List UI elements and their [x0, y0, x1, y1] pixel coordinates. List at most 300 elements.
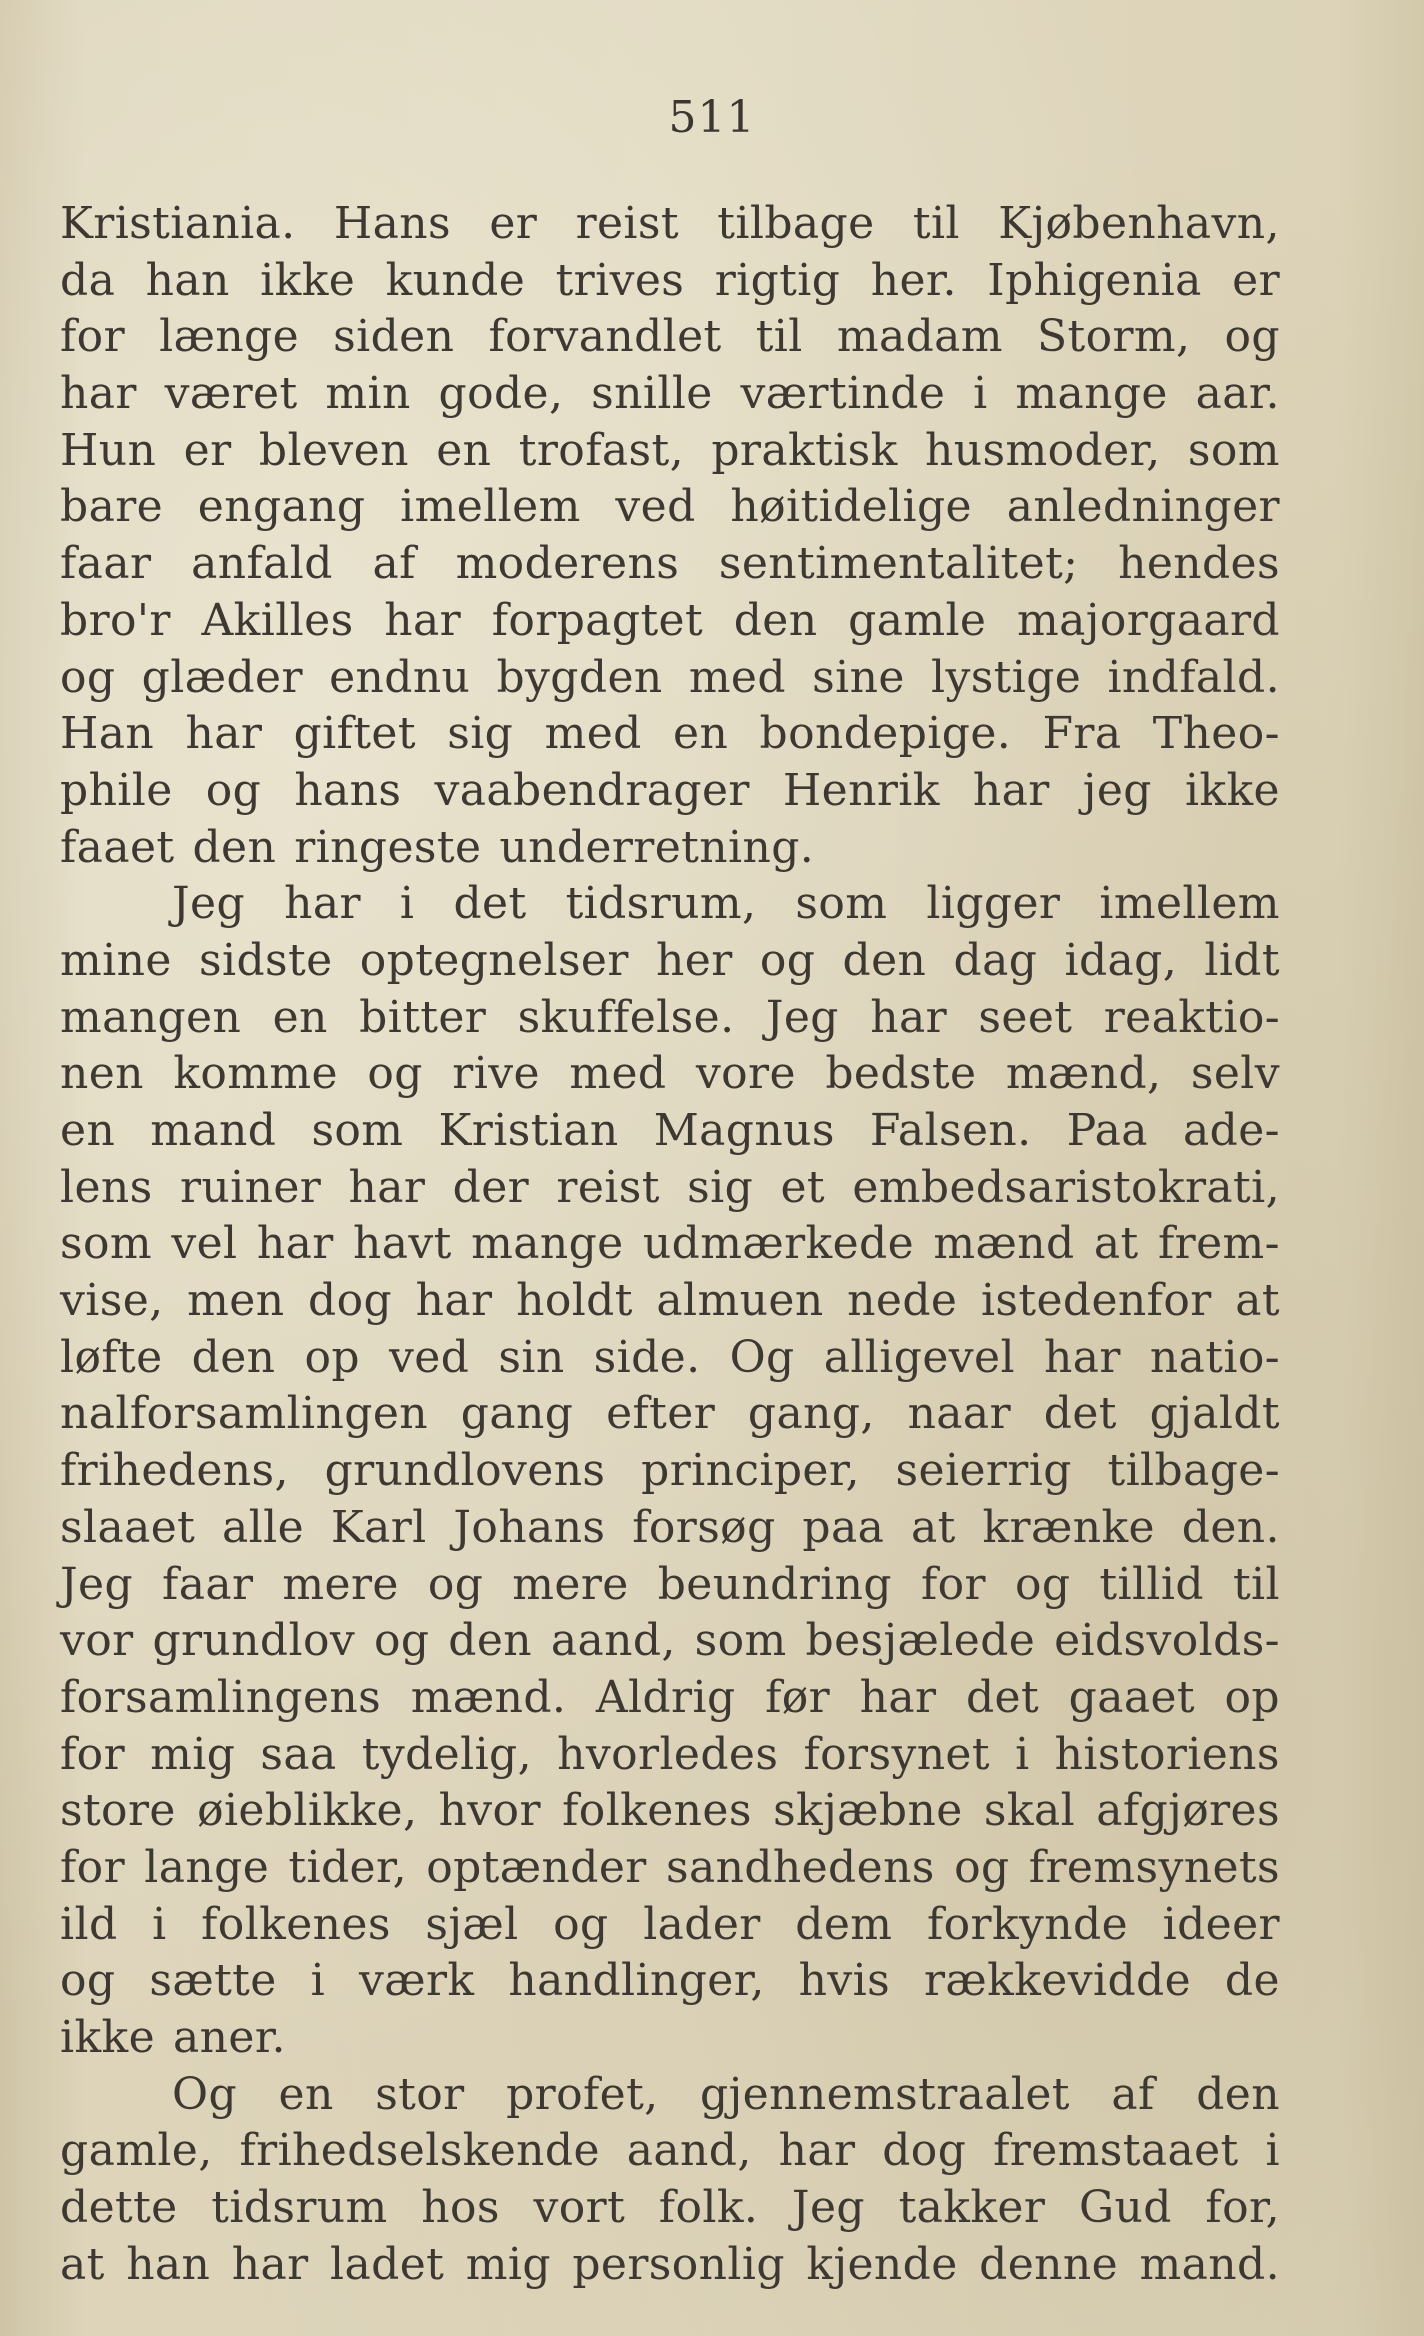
word: reist	[556, 1161, 660, 1213]
word: at	[911, 1501, 956, 1553]
text-line	[60, 876, 1280, 933]
word: skal	[983, 1785, 1076, 1837]
text-line	[60, 820, 1280, 877]
word: min	[325, 368, 411, 420]
word: øieblikke,	[197, 1785, 418, 1837]
word: den.	[1181, 1501, 1280, 1553]
word: har	[231, 2238, 309, 2290]
word: og	[60, 1955, 116, 2007]
word: i	[973, 368, 988, 420]
text-line	[60, 1386, 1280, 1443]
word: komme	[173, 1048, 338, 1100]
word: ild	[60, 1898, 118, 1950]
word: og	[1014, 1558, 1071, 1610]
word: sin	[498, 1331, 565, 1383]
text-line	[60, 1216, 1280, 1273]
word: krænke	[982, 1501, 1155, 1553]
word: frihedselskende	[239, 2125, 600, 2177]
word: denne	[979, 2238, 1119, 2290]
word: det	[453, 878, 527, 930]
word: profet,	[506, 2068, 659, 2120]
word: høitidelige	[730, 481, 972, 533]
word: skjæbne	[773, 1785, 963, 1837]
word: kjende	[806, 2238, 958, 2290]
word: bitter	[359, 991, 487, 1043]
word: nalforsamlingen	[60, 1388, 429, 1440]
word: hans	[294, 764, 402, 816]
word: Akilles	[201, 594, 354, 646]
word: Iphigenia	[987, 254, 1202, 306]
word: Magnus	[653, 1105, 835, 1156]
word: imellem	[400, 481, 581, 533]
word: for	[60, 1728, 126, 1780]
word: rive	[452, 1048, 540, 1100]
word: mænd,	[1005, 1048, 1162, 1100]
word: bro'r	[60, 594, 171, 646]
word: optegnelser	[359, 934, 629, 986]
word: sine	[812, 651, 905, 703]
word: har	[60, 368, 137, 420]
word: lange	[144, 1841, 270, 1893]
word: her.	[870, 254, 957, 306]
word: dog	[308, 1275, 393, 1327]
word: ved	[389, 1331, 470, 1383]
word: moderens	[455, 538, 680, 590]
page-number: 511	[668, 92, 756, 143]
word: forsamlingens	[60, 1671, 382, 1723]
word: ikke	[1184, 764, 1280, 816]
word: alle	[222, 1501, 305, 1553]
word: fremstaaet	[993, 2125, 1239, 2177]
body-text	[60, 196, 1280, 2293]
word: idag,	[1064, 934, 1178, 986]
word: Johans	[453, 1501, 606, 1553]
word: naar	[907, 1388, 1011, 1440]
word: selv	[1190, 1048, 1280, 1100]
text-line	[60, 2010, 1280, 2067]
word: og	[759, 934, 816, 986]
word: mig	[150, 1728, 236, 1780]
word: har	[185, 708, 263, 760]
word: seierrig	[895, 1445, 1072, 1497]
word: gaaet	[1068, 1671, 1195, 1723]
word: kunde	[385, 254, 526, 306]
word: de	[1224, 1955, 1280, 2007]
word: jeg	[1082, 764, 1152, 816]
word: Jeg	[765, 991, 839, 1043]
word: mine	[60, 934, 172, 986]
word: tilbage	[717, 198, 875, 249]
word: nen	[60, 1048, 144, 1100]
word: det	[965, 1671, 1040, 1723]
word: og	[373, 1615, 430, 1667]
word: hos	[421, 2182, 500, 2234]
word: han	[126, 2238, 211, 2290]
word: sidste	[199, 934, 333, 986]
text-line	[60, 1103, 1280, 1160]
word: besjælede	[805, 1615, 1036, 1667]
text-line	[60, 2123, 1280, 2180]
word: den	[191, 1331, 276, 1383]
word: har	[384, 594, 462, 646]
word: ade-	[1183, 1105, 1280, 1156]
word: seet	[978, 991, 1073, 1043]
word: engang	[197, 481, 366, 533]
text-line	[60, 1330, 1280, 1387]
word: Storm,	[1036, 311, 1191, 363]
text-line	[60, 2237, 1280, 2294]
word: for,	[1205, 2182, 1280, 2234]
text-line	[60, 593, 1280, 650]
word: vort	[533, 2182, 626, 2234]
word: Kjøbenhavn,	[998, 198, 1280, 249]
word: Hans	[333, 198, 452, 249]
word: side.	[593, 1331, 701, 1383]
word: tider,	[288, 1841, 407, 1893]
word: har	[778, 2125, 856, 2177]
word: en	[272, 991, 328, 1043]
word: folkenes	[562, 1785, 752, 1837]
word: sandhedens	[665, 1841, 935, 1893]
word: hvis	[798, 1955, 891, 2007]
word: lidt	[1204, 934, 1280, 986]
word: det	[1043, 1388, 1117, 1440]
word: den	[842, 934, 927, 986]
word: forsøg	[632, 1501, 776, 1553]
word: dette	[60, 2182, 178, 2234]
word: mere	[512, 1558, 629, 1610]
text-line	[60, 933, 1280, 990]
text-line	[60, 479, 1280, 536]
word: lens	[60, 1161, 153, 1213]
word: mangen	[60, 991, 242, 1043]
word: indfald.	[1107, 651, 1280, 703]
word: op	[1224, 1671, 1280, 1723]
word: som	[1187, 424, 1280, 476]
word: før	[765, 1671, 831, 1723]
word: forvandlet	[488, 311, 722, 363]
word: skuffelse.	[517, 991, 735, 1043]
word: i	[399, 878, 415, 930]
word: Gud	[1078, 2182, 1172, 2234]
word: bygden	[496, 651, 663, 703]
text-line	[60, 1670, 1280, 1727]
word: folkenes	[201, 1898, 391, 1950]
word: frihedens,	[60, 1445, 289, 1497]
word: aar.	[1195, 368, 1280, 420]
word: for	[60, 1841, 126, 1893]
word: til	[755, 311, 803, 363]
word: giftet	[293, 708, 416, 760]
word: er	[1232, 254, 1280, 306]
word: afgjøres	[1096, 1785, 1280, 1837]
word: vor	[60, 1615, 134, 1667]
word: stor	[375, 2068, 465, 2120]
word: faar	[162, 1558, 254, 1610]
word: vaabendrager	[434, 764, 750, 816]
word: nede	[847, 1275, 958, 1327]
word: en	[60, 1105, 116, 1156]
word: paa	[802, 1501, 885, 1553]
word: fremsynets	[1028, 1841, 1280, 1893]
word: som	[795, 878, 888, 930]
word: eidsvolds-	[1054, 1615, 1280, 1667]
word: faaet	[60, 821, 175, 873]
word: der	[452, 1161, 530, 1213]
word: Henrik	[782, 764, 940, 816]
word: ringeste	[294, 821, 482, 873]
word: har	[348, 1161, 426, 1213]
word: for	[920, 1558, 986, 1610]
word: anledninger	[1006, 481, 1280, 533]
text-line	[60, 309, 1280, 366]
word: imellem	[1099, 878, 1280, 930]
word: store	[60, 1785, 176, 1837]
word: hvorledes	[557, 1728, 779, 1780]
word: at	[60, 2238, 105, 2290]
word: vise,	[60, 1275, 164, 1327]
text-line	[60, 253, 1280, 310]
word: gang,	[747, 1388, 875, 1440]
word: Jeg	[172, 878, 246, 930]
word: har	[415, 1275, 493, 1327]
word: tidsrum,	[565, 878, 757, 930]
word: Og	[729, 1331, 795, 1383]
word: dag	[953, 934, 1038, 986]
word: at	[1235, 1275, 1280, 1327]
word: Jeg	[791, 2182, 865, 2234]
word: personlig	[572, 2238, 785, 2290]
word: sjæl	[425, 1898, 519, 1950]
word: han	[145, 254, 230, 306]
word: bondepige.	[759, 708, 1012, 760]
text-line	[60, 1273, 1280, 1330]
word: ligger	[926, 878, 1061, 930]
word: som	[311, 1105, 404, 1156]
word: Fra	[1042, 708, 1122, 760]
text-line	[60, 706, 1280, 763]
word: praktisk	[711, 424, 898, 476]
text-line	[60, 1557, 1280, 1614]
word: Og	[172, 2068, 238, 2120]
text-line	[60, 1046, 1280, 1103]
text-line	[60, 2067, 1280, 2124]
word: faar	[60, 538, 152, 590]
word: almuen	[656, 1275, 824, 1327]
word: forpagtet	[491, 594, 704, 646]
text-line	[60, 1897, 1280, 1954]
word: mange	[1015, 368, 1168, 420]
text-line	[60, 1160, 1280, 1217]
word: har	[284, 878, 361, 930]
word: sentimentalitet;	[718, 538, 1079, 590]
word: ladet	[330, 2238, 445, 2290]
word: havt	[353, 1218, 452, 1270]
word: Hun	[60, 424, 157, 476]
word: en	[436, 424, 492, 476]
word: Paa	[1066, 1105, 1148, 1156]
word: sig	[447, 708, 514, 760]
word: med	[544, 708, 642, 760]
word: været	[164, 368, 298, 420]
word: forsynet	[803, 1728, 990, 1780]
word: op	[304, 1331, 360, 1383]
word: et	[780, 1161, 826, 1213]
word: den	[448, 1615, 533, 1667]
word: tillid	[1099, 1558, 1204, 1610]
word: embedsaristokrati,	[852, 1161, 1280, 1213]
word: vel	[171, 1218, 238, 1270]
word: principer,	[641, 1445, 860, 1497]
word: har	[870, 991, 948, 1043]
word: bare	[60, 481, 164, 533]
word: natio-	[1149, 1331, 1280, 1383]
word: majorgaard	[1017, 594, 1280, 646]
word: tidsrum	[211, 2182, 388, 2234]
word: aand,	[626, 2125, 752, 2177]
word: mænd.	[410, 1671, 567, 1723]
word: Han	[60, 708, 155, 760]
text-line	[60, 763, 1280, 820]
word: ideer	[1162, 1898, 1280, 1950]
word: Kristian	[438, 1105, 619, 1156]
word: lystige	[930, 651, 1082, 703]
word: frem-	[1157, 1218, 1280, 1270]
word: af	[1111, 2068, 1155, 2120]
word: Aldrig	[595, 1671, 736, 1723]
text-line	[60, 1953, 1280, 2010]
word: og	[427, 1558, 484, 1610]
word: hendes	[1118, 538, 1280, 590]
word: og	[60, 651, 116, 703]
text-line	[60, 536, 1280, 593]
word: i	[1265, 2125, 1280, 2177]
word: er	[489, 198, 538, 249]
word: bleven	[258, 424, 409, 476]
word: og	[1224, 311, 1280, 363]
word: phile	[60, 764, 173, 816]
word: istedenfor	[980, 1275, 1212, 1327]
word: ikke	[60, 2012, 156, 2063]
word: gamle,	[60, 2125, 213, 2177]
word: gjaldt	[1149, 1388, 1280, 1440]
word: som	[60, 1218, 152, 1270]
word: mænd	[933, 1218, 1075, 1270]
word: siden	[333, 311, 455, 363]
word: historiens	[1054, 1728, 1280, 1780]
word: husmoder,	[925, 424, 1161, 476]
word: aand,	[550, 1615, 676, 1667]
word: bedste	[825, 1048, 977, 1100]
word: med	[688, 651, 786, 703]
word: aner.	[173, 2012, 286, 2063]
word: grundlovens	[324, 1445, 606, 1497]
word: en	[278, 2068, 334, 2120]
word: reaktio-	[1103, 991, 1280, 1043]
word: mange	[471, 1218, 624, 1270]
word: længe	[159, 311, 300, 363]
word: optænder	[426, 1841, 647, 1893]
word: handlinger,	[508, 1955, 765, 2007]
word: udmærkede	[642, 1218, 915, 1270]
word: mere	[282, 1558, 399, 1610]
word: den	[1196, 2068, 1280, 2120]
word: slaaet	[60, 1501, 196, 1553]
word: for	[60, 311, 126, 363]
text-line	[60, 366, 1280, 423]
word: takker	[898, 2182, 1046, 2234]
word: rigtig	[714, 254, 841, 306]
word: trofast,	[518, 424, 684, 476]
word: sig	[687, 1161, 754, 1213]
word: en	[673, 708, 729, 760]
word: gang	[460, 1388, 574, 1440]
word: trives	[555, 254, 685, 306]
word: og	[367, 1048, 423, 1100]
word: hvor	[438, 1785, 541, 1837]
word: holdt	[516, 1275, 633, 1327]
word: vore	[695, 1048, 796, 1100]
word: har	[256, 1218, 334, 1270]
word: Kristiania.	[60, 198, 296, 249]
word: Jeg	[60, 1558, 134, 1610]
word: efter	[606, 1388, 716, 1440]
word: som	[694, 1615, 787, 1667]
word: Falsen.	[869, 1105, 1032, 1156]
word: har	[859, 1671, 937, 1723]
word: til	[1232, 1558, 1280, 1610]
word: beundring	[657, 1558, 892, 1610]
word: madam	[836, 311, 1003, 363]
word: rækkevidde	[923, 1955, 1192, 2007]
text-line	[60, 1500, 1280, 1557]
word: og	[954, 1841, 1010, 1893]
word: gjennemstraalet	[700, 2068, 1070, 2120]
word: Karl	[330, 1501, 427, 1553]
word: løfte	[60, 1331, 163, 1383]
word: den	[192, 821, 277, 873]
word: folk.	[658, 2182, 759, 2234]
word: alligevel	[823, 1331, 1015, 1383]
word: ruiner	[179, 1161, 322, 1213]
word: men	[187, 1275, 285, 1327]
word: mand.	[1139, 2238, 1280, 2290]
word: lader	[643, 1898, 761, 1950]
word: den	[733, 594, 818, 646]
word: med	[569, 1048, 667, 1100]
word: Theo-	[1152, 708, 1280, 760]
word: tilbage-	[1107, 1445, 1280, 1497]
word: til	[912, 198, 960, 249]
word: anfald	[191, 538, 333, 590]
word: reist	[575, 198, 679, 249]
word: gamle	[848, 594, 987, 646]
word: at	[1093, 1218, 1139, 1270]
word: har	[972, 764, 1050, 816]
text-line	[60, 423, 1280, 480]
word: i	[310, 1955, 326, 2007]
word: ved	[615, 481, 696, 533]
text-line	[60, 1727, 1280, 1784]
word: gode,	[438, 368, 564, 420]
word: mig	[465, 2238, 551, 2290]
word: i	[1015, 1728, 1030, 1780]
word: dem	[795, 1898, 893, 1950]
text-line	[60, 1840, 1280, 1897]
text-line	[60, 1613, 1280, 1670]
word: grundlov	[152, 1615, 356, 1667]
word: snille	[591, 368, 713, 420]
